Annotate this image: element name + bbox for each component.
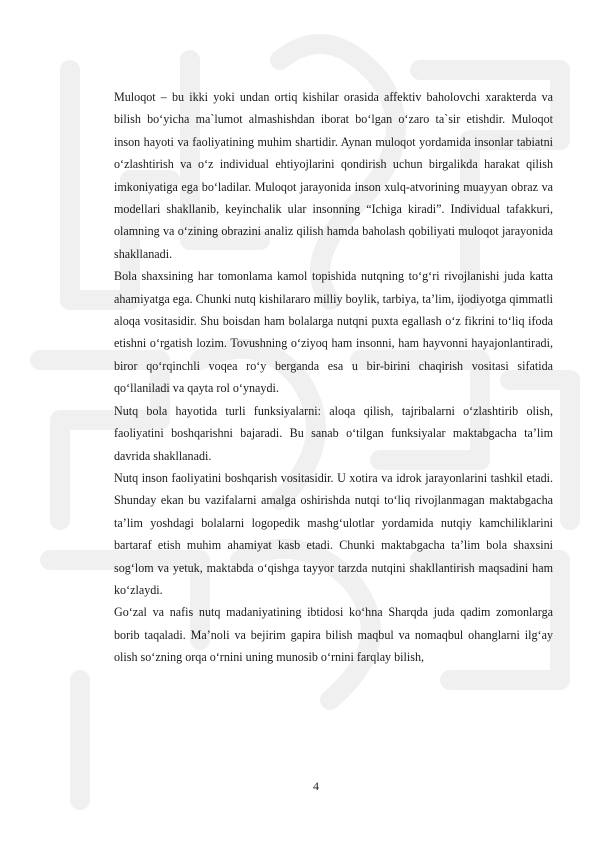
paragraph-nutq-madaniyati: Go‘zal va nafis nutq madaniyatining ibtidosi ko‘hna Sharqda juda qadim zomonlarga borib taqaladi. Ma’noli va bejirim gapira bilish maqbul va nomaqbul ohanglarni ilg‘ay olish so‘zning orqa o‘rnini uning munosib o‘rnini farqlay bilish, xyxy=(114,605,553,665)
paragraph-muloqot-definition: Muloqot – bu ikki yoki undan ortiq kishilar orasida affektiv baholovchi xarakterda va bilish bo‘yicha ma`lumot almashishdan iborat bo‘lgan o‘zaro ta`sir etishdir. Muloqot inson hayoti va faoliyatining muhim shartidir. Aynan muloqot yordamida insonlar tabiatni o‘zlashtirish va o‘z individual ehtiyojlarini qondirish uchun birgalikda harakat qilish imkoniyatiga ega bo‘ladilar. Muloqot jarayonida inson xulq-atvorining muayyan obraz va modellari shakllanib, keyinchalik ular insonning “Ichiga kiradi”. Individual tafakkuri, olamning va o‘zining obrazini analiz qilish hamda baholash qobiliyati muloqot jarayonida shakllanadi. xyxy=(114,90,553,261)
document-body xyxy=(114,86,553,669)
page-number: 4 xyxy=(313,779,319,793)
paragraph-nutq-rivojlanishi: Bola shaxsining har tomonlama kamol topishida nutqning to‘g‘ri rivojlanishi juda katta ahamiyatga ega. Chunki nutq kishilararo milliy boylik, tarbiya, ta’lim, ijodiyotga qimmatli aloqa vositasidir. Shu boisdan ham bolalarga nutqni puxta egallash o‘z fikrini to‘liq ifoda etishni o‘rgatish lozim. Tovushning o‘ziyoq ham insonni, ham hayvonni hayajonlantiradi, biror qo‘rqinchli voqea ro‘y berganda esa u bir-birini chaqirish vositasi sifatida qo‘llaniladi va qayta rol o‘ynaydi. xyxy=(114,269,553,396)
paragraph-nutq-funksiyalari: Nutq bola hayotida turli funksiyalarni: aloqa qilish, tajribalarni o‘zlashtirib olish, faoliyatini boshqarishni bajaradi. Bu sanab o‘tilgan funksiyalar maktabgacha ta’lim davrida shakllanadi. xyxy=(114,403,553,463)
paragraph-nutq-boshqarish: Nutq inson faoliyatini boshqarish vositasidir. U xotira va idrok jarayonlarini tashkil etadi. Shunday ekan bu vazifalarni amalga oshirishda nutqi to‘liq rivojlanmagan maktabgacha ta’lim yoshdagi bolalarni logopedik mashg‘ulotlar yordamida nutqiy kamchiliklarini bartaraf etish muhim ahamiyat kasb etadi. Chunki maktabgacha ta’lim bola shaxsini sog‘lom va yetuk, maktabda o‘qishga tayyor tarzda nutqini shakllantirish maqsadini ham ko‘zlaydi. xyxy=(114,470,553,597)
